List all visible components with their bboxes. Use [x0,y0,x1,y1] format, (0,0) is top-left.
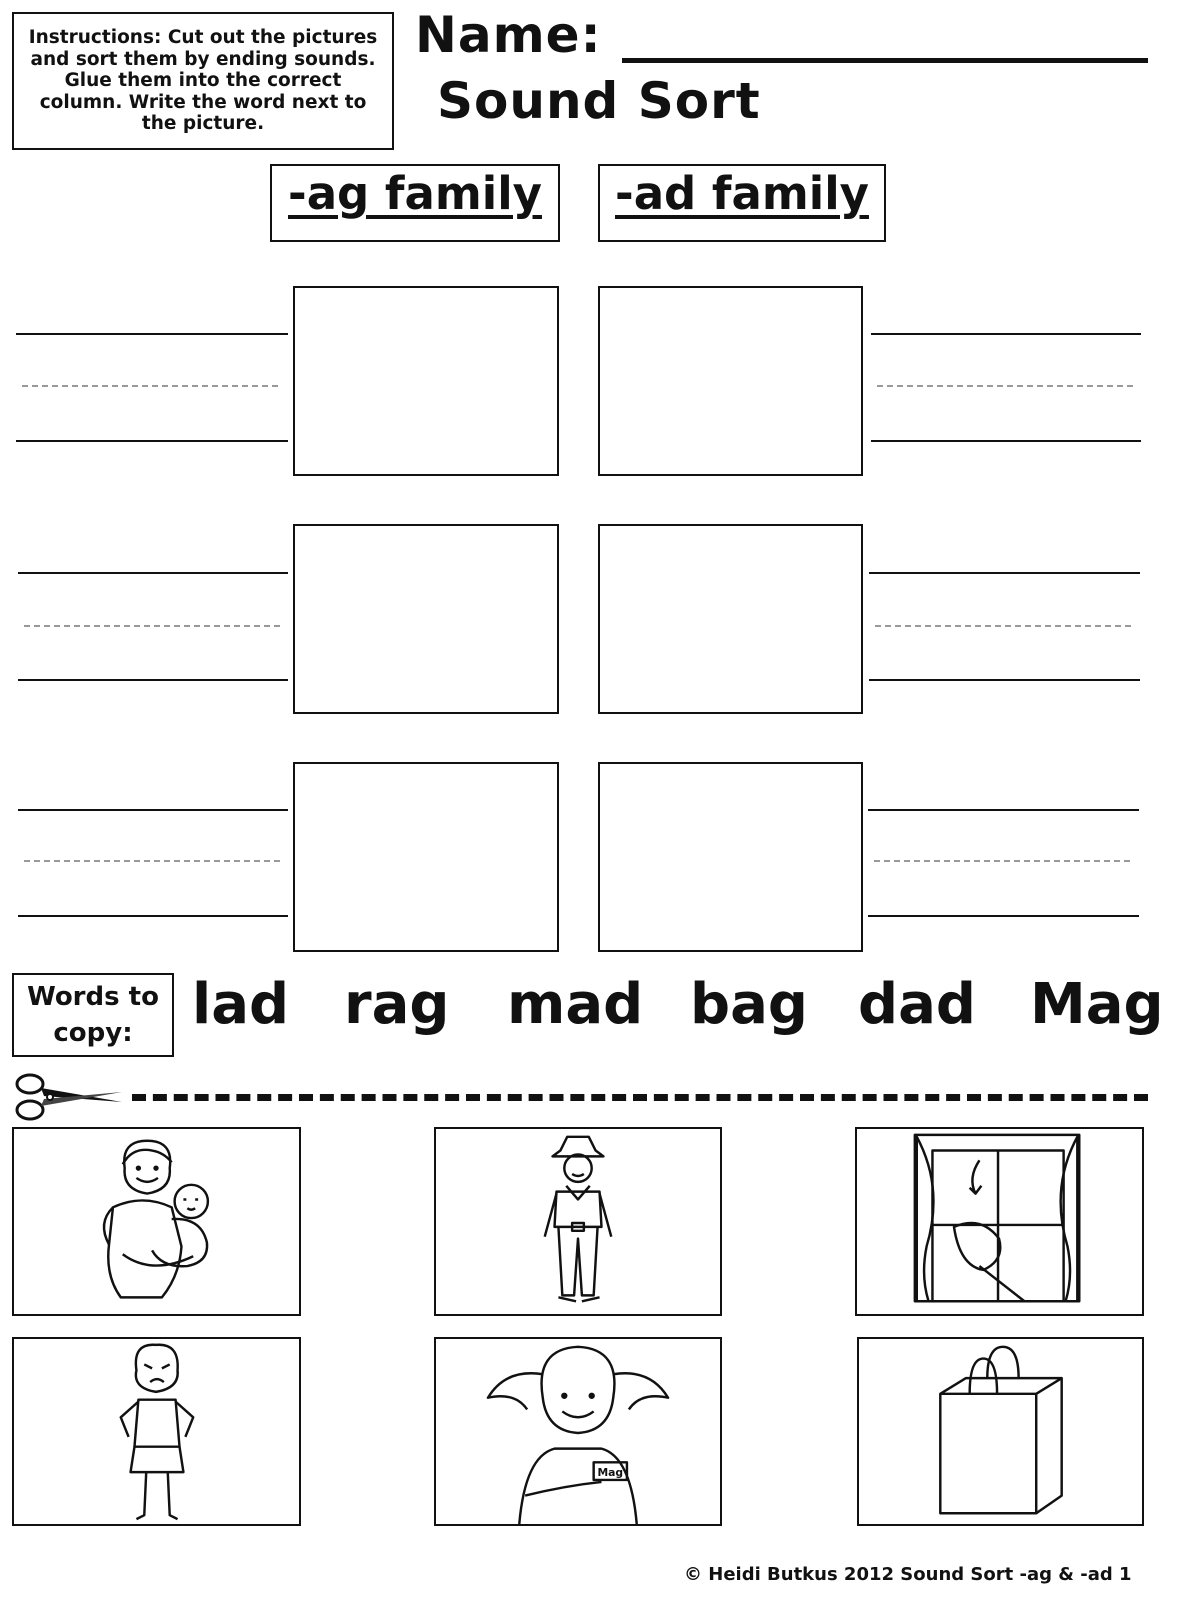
name-write-line[interactable] [622,58,1148,63]
name-label: Name: [415,6,602,64]
lad-boy-illustration [436,1129,720,1314]
word-rag: rag [344,972,450,1037]
name-badge-text: Mag [597,1466,624,1480]
instructions-box [12,12,394,150]
writing-base-line [869,679,1140,681]
card-mad[interactable] [12,1337,301,1526]
word-lad: lad [192,972,290,1037]
ag-glue-box[interactable] [293,524,559,714]
writing-mid-line [22,385,278,387]
writing-mid-line [24,625,280,627]
word-mad: mad [507,972,644,1037]
cut-line [132,1094,1148,1101]
mad-girl-illustration [14,1339,299,1524]
writing-top-line [868,809,1139,811]
ad-glue-box[interactable] [598,524,863,714]
writing-mid-line [877,385,1133,387]
writing-top-line [18,809,288,811]
card-rag[interactable] [855,1127,1144,1316]
ad-family-header [598,164,886,242]
shopping-bag-illustration [859,1339,1142,1524]
word-dad: dad [858,972,976,1037]
ad-glue-box[interactable] [598,762,863,952]
card-mag[interactable] [434,1337,722,1526]
writing-base-line [18,679,288,681]
writing-top-line [18,572,288,574]
writing-base-line [16,440,288,442]
word-bag: bag [690,972,808,1037]
writing-mid-line [874,860,1130,862]
instructions-text: Instructions: Cut out the pictures and sort them by ending sounds. Glue them into the correct column. Write the word next to the picture. [28,27,378,134]
ag-family-title: -ag family [288,167,542,220]
writing-base-line [868,915,1139,917]
page-title: Sound Sort [437,72,761,130]
writing-top-line [869,572,1140,574]
ad-glue-box[interactable] [598,286,863,476]
ag-glue-box[interactable] [293,762,559,952]
word-mag: Mag [1030,972,1164,1037]
writing-top-line [871,333,1141,335]
writing-base-line [18,915,288,917]
card-bag[interactable] [857,1337,1144,1526]
writing-base-line [871,440,1141,442]
mag-girl-illustration [436,1339,720,1524]
copyright-footer: © Heidi Butkus 2012 Sound Sort -ag & -ad 1 [684,1564,1132,1585]
scissors-icon [10,1072,126,1122]
writing-top-line [16,333,288,335]
dad-holding-baby-illustration [14,1129,299,1314]
card-lad[interactable] [434,1127,722,1316]
rag-on-window-illustration [857,1129,1142,1314]
ag-glue-box[interactable] [293,286,559,476]
ad-family-title: -ad family [615,167,869,220]
card-dad[interactable] [12,1127,301,1316]
writing-mid-line [24,860,280,862]
writing-mid-line [875,625,1131,627]
words-to-copy-label: Words to copy: [12,973,174,1057]
ag-family-header [270,164,560,242]
